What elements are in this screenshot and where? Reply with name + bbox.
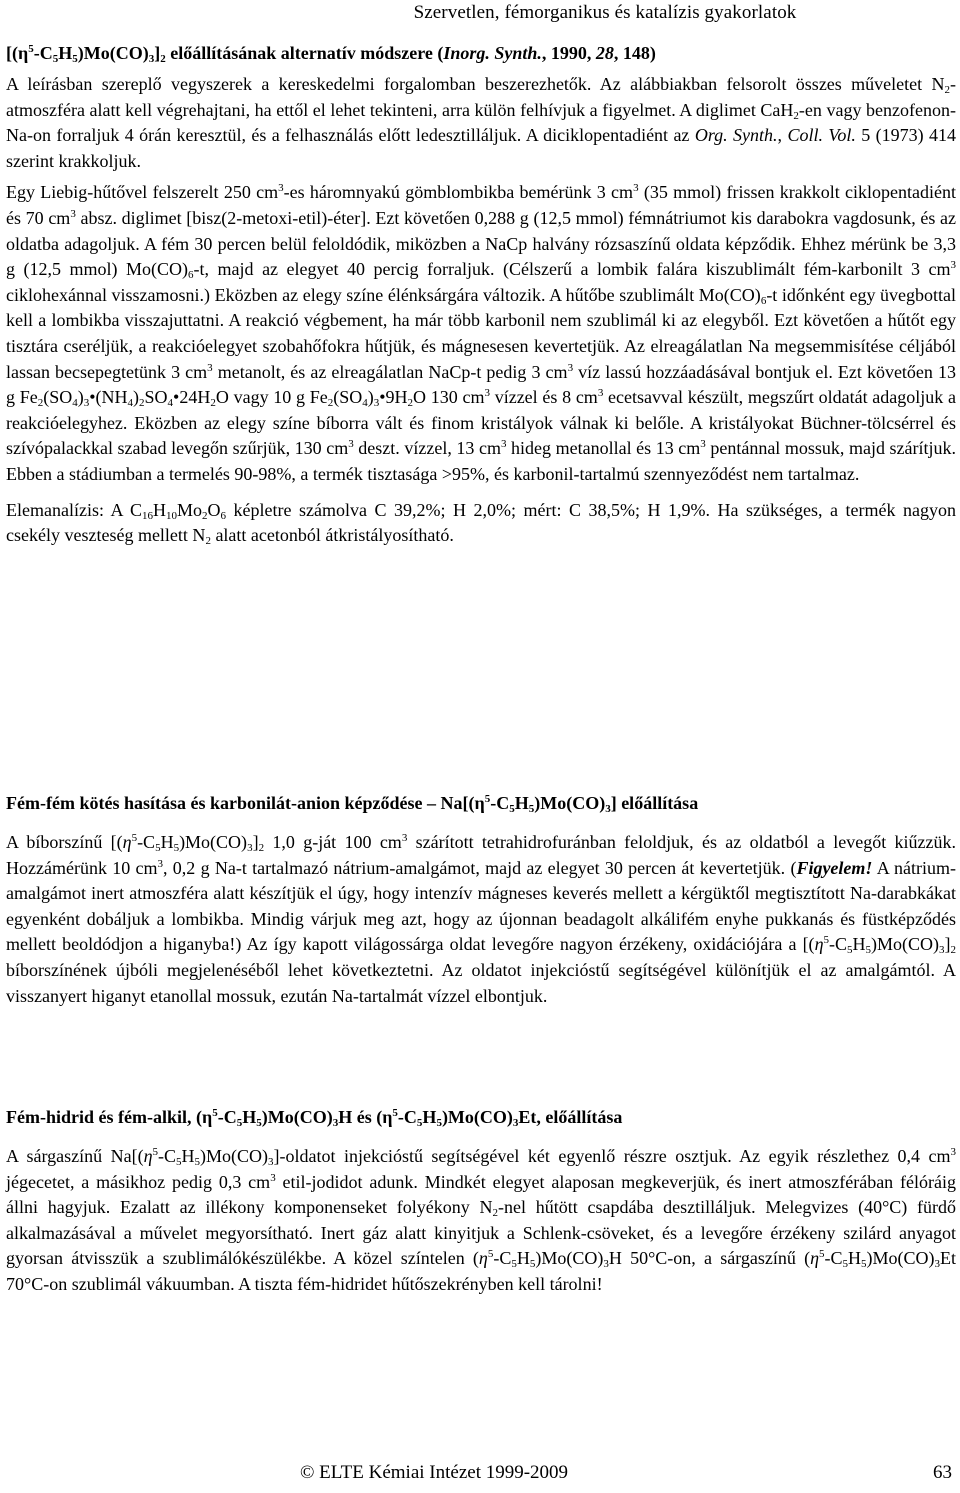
footer-copyright: © ELTE Kémiai Intézet 1999-2009 (300, 1462, 569, 1483)
section-1-title: $[(\eta^5-C_5H_5)Mo(CO)_3]_2$ előállításának alternatív módszere (Inorg. Synth., 1990, 28, 148) (6, 43, 656, 65)
section-3-paragraph-1: A sárgaszínű $Na[(\eta^5-C_5H_5)Mo(CO)_3]$-oldatot injekcióstű segítségével két egyenlő részre osztjuk. Az egyik részlethez 0,4 $cm^3$ jégecetet, a másikhoz pedig 0,3 $cm^3$ etil-jodidot adunk. Mindkét elegyet alaposan megkeverjük, és inert atmoszférában félóráig állni hagyjuk. Ezalatt az illékony komponenseket folyékony $N_2$-nel hűtött csapdába desztilláljuk. Melegvizes (40°C) fürdő alkalmazásával a művelet megyorsítható. Inert gáz alatt kinyitjuk a Schlenk-csöveket, és a levegőre érzékeny szilárd anyagot gyorsan átvisszük a szublimálókészülékbe. A közel színtelen $(\eta^5-C_5H_5)Mo(CO)_3H$ 50°C-on, a sárgaszínű $(\eta^5-C_5H_5)Mo(CO)_3Et$ 70°C-on szublimál vákuumban. A tiszta fém-hidridet hűtőszekrényben kell tárolni! (6, 1146, 957, 1294)
section-2-heading: Fém-fém kötés hasítása és karbonilát-anion képződése – $Na[(\eta^5-C_5H_5)Mo(CO)_3]$ előállítása (6, 793, 699, 815)
section-3-heading: Fém-hidrid és fém-alkil, $(\eta^5-C_5H_5)Mo(CO)_3H$ és $(\eta^5-C_5H_5)Mo(CO)_3Et$, előállítása (6, 1107, 623, 1129)
section-2 (6, 790, 956, 1009)
section-1-paragraph-1: A leírásban szereplő vegyszerek a kereskedelmi forgalomban beszerezhetők. Az alábbiakban felsorolt összes műveletet $N_2$-atmoszféra alatt kell végrehajtani, ha ettől el lehet tekinteni, arra külön felhívjuk a figyelmet. A diglimet CaH$_2$-en vagy benzofenon-Na-on forraljuk 4 órán keresztül, és a felhasználás előtt ledesztilláljuk. A diciklopentadiént az Org. Synth., Coll. Vol. 5 (1973) 414 szerint krakkoljuk. (6, 74, 956, 171)
section-1-paragraph-3: Elemanalízis: A $C_{16}H_{10}Mo_2O_6$ képletre számolva C 39,2%; H 2,0%; mért: C 38,5%; H 1,9%. Ha szükséges, a termék nagyon csekély veszteség mellett $N_2$ alatt acetonból átkristályosítható. (6, 499, 956, 548)
running-header: Szervetlen, fémorganikus és katalízis gyakorlatok (413, 2, 797, 23)
section-1 (6, 40, 956, 549)
page-number: 63 (933, 1462, 952, 1483)
section-1-paragraph-2: Egy Liebig-hűtővel felszerelt 250 $cm^3-es$ háromnyakú gömblombikba bemérünk 3 $cm^3$ (35 mmol) frissen krakkolt ciklopentadiént és 70 $cm^3$ absz. diglimet [bisz(2-metoxi-etil)-éter]. Ezt követően 0,288 g (12,5 mmol) fémnátriumot kis darabokra vagdosunk, és az oldatba adagoljuk. A fém 30 percen belül feloldódik, miközben a NaCp halvány rózsaszínű oldata képződik. Ehhez mérünk be 3,3 g (12,5 mmol) $Mo(CO)_6-t$, majd az elegyet 40 percig forraljuk. (Célszerű a lombik falára kiszublimált fém-karbonilt 3 $cm^3$ ciklohexánnal visszamosni.) Eközben az elegy színe élénksárgára változik. A hűtőbe szublimált $Mo(CO)_6-t$ időnként egy üvegbottal kell a lombikba visszajuttatni. A reakció végbement, ha már több karbonil nem szublimál ki az elegyből. Ezt követően a hűtőt egy tisztára cseréljük, a reakcióelegyet szobahőfokra hűtjük, és mágnesesen kevertetjük. Az elreagálatlan Na megsemmisítése céljából lassan becsepegtetünk 3 $cm^3$ metanolt, és az elreagálatlan NaCp-t pedig 3 $cm^3$ víz lassú hozzáadásával bontjuk el. Ezt követően 13 g $Fe_2(SO_4)_3•(NH_4)_2SO_4•24H_2O$ vagy 10 g $Fe_2(SO_4)_3•9H_2O$ 130 $cm^3$ vízzel és 8 $cm^3$ ecetsavval készült, megszűrt oldatát adagoljuk a reakcióelegyhez. Eközben az elegy színe bíborra vált és finom kristályok válnak ki belőle. A kristályokat Büchner-tölcsérrel és szívópalackkal szabad levegőn szűrjük, 130 $cm^3$ deszt. vízzel, 13 $cm^3$ hideg metanollal és 13 $cm^3$ pentánnal mossuk, majd szárítjuk. Ebben a stádiumban a termelés 90-98%, a termék tisztasága >95%, és karbonil-tartalmú szennyeződést nem tartalmaz. (6, 182, 957, 484)
section-2-paragraph-1: A bíborszínű $[(\eta^5-C_5H_5)Mo(CO)_3]_2$ 1,0 g-ját 100 $cm^3$ szárított tetrahidrofuránban feloldjuk, és az oldatból a levegőt kiűzzük. Hozzámérünk 10 $cm^3$, 0,2 g Na-t tartalmazó nátrium-amalgámot, majd az elegyet 30 percen át kevertetjük. (Figyelem! A nátrium-amalgámot inert atmoszféra alatt készítjük el úgy, hogy intenzív mágneses keverés mellett a kérgüktől megtisztított Na-darabkákat egyenként dobáljuk a lombikba. Mindig várjuk meg azt, hogy az újonnan beadagolt alkálifém enyhe pukkanás és füstképződés mellett beoldódjon a higanyba!) Az így kapott világossárga oldat levegőre nagyon érzékeny, oxidációjára a $[(\eta^5-C_5H_5)Mo(CO)_3]_2$ bíborszínének újbóli megjelenéséből lehet következtetni. Az oldatot injekcióstű segítségével különítjük el az amalgámtól. A visszanyert higanyt etanollal mossuk, ezután Na-tartalmát vízzel elbontjuk. (6, 832, 956, 1006)
section-3 (6, 1104, 956, 1298)
